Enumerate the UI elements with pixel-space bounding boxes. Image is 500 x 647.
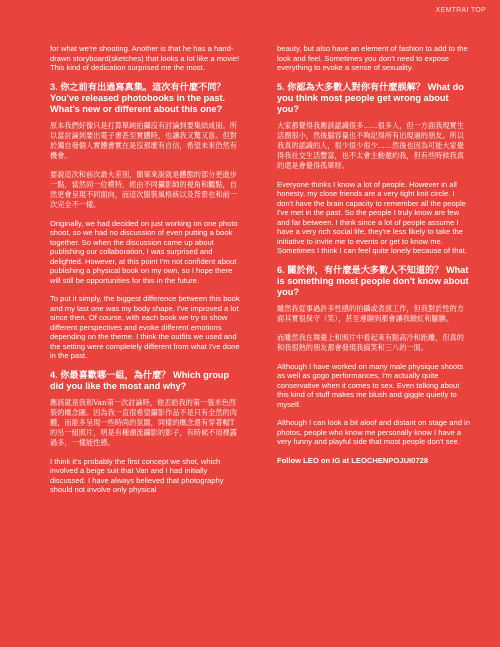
paragraph: beauty, but also have an element of fashion to add to the look and feel. Sometimes you don't need to expose everything to evoke a sense of sexuality. bbox=[277, 44, 468, 72]
paragraph-chinese: 應該就是我和Van第一次討論時，他丟給我的第一張米色西裝的概念圖。因為我一直很希望攝影作品不是只有全然的肉體，而能多呈現一些時尚的氛圍，同樣的概念還有穿著帽T的另一組照片，明是有種潮流攝影的影子，有時候不用裸露過多，一樣能性感。 bbox=[50, 397, 237, 447]
paragraph: Originally, we had decided on just working on one photo shoot, so we had no discussion of even putting a book together. So when the discussion came up about publishing our collaboration, I was surprised and delighted. However, at this point I'm not confident about publishing a physical book on my own, so I hope there will still be opportunities for this in the future. bbox=[50, 218, 238, 285]
paragraph: Although I can look a bit aloof and distant on stage and in photos, people who know me personally know I have a very funny and playful side that most people don't see. bbox=[277, 418, 470, 446]
paragraph-chinese: 大家都覺得我應該認識很多……很多人，但一方面我現實生活圈很小，然後腦容量也不夠記得所有出現過的朋友。所以我真的認識的人，很少很少很少……然後也因為可能大家覺得我社交生活豐富，也不太會主動邀約我，但有些時候我真的還是會覺得孤單呀。 bbox=[277, 120, 464, 170]
question-5-heading: 5. 你認為大多數人對你有什麼誤解？ What do you think most people get wrong about you? bbox=[277, 81, 464, 114]
paragraph: Although I have worked on many male physique shoots as well as gogo performances, I'm actually quite conservative when it comes to sex. Even talking about this kind of stuff makes me blush and giggle quietly to myself. bbox=[277, 361, 464, 409]
question-4-heading: 4. 你最喜歡哪一組，為什麼？ Which group did you like the most and why? bbox=[50, 369, 230, 391]
follow-instagram: Follow LEO on IG at LEOCHENPOJUI0728 bbox=[277, 455, 429, 465]
paragraph-chinese: 雖然我從事過許多性感的拍攝或表演工作，但我對於性的方面其實很保守（笑），甚至連聊到都會讓我臉紅和腼腆。 bbox=[277, 303, 464, 323]
paragraph-chinese: 要說這次和前次最大差別，簡單來說就是體態的部分更進步一點，當然同一位模特，經由不同攝影師的視角和觀點，自然更會呈現不同面向，而這次服裝風格統以及背景也和前一次完全不一樣。 bbox=[50, 169, 237, 209]
question-6-heading: 6. 關於你，有什麼是大多數人不知道的？ What is something most people don't know about you? bbox=[277, 264, 469, 297]
paragraph-chinese: 原本我們好像只是打算單純拍攝沒有討論到要集結成冊。所以當討論到要出電子書甚至實體時，也讓我又驚又喜。但對於獨自發個人實體書實在是沒那麼有自信，希望未來仍然有機會。 bbox=[50, 120, 237, 160]
paragraph-chinese: 而雖然我在舞臺上和照片中看起來有點高冷和距離，但真的和我很熟的朋友都會發現我搞笑和三八的一面。 bbox=[277, 332, 464, 352]
paragraph: To put it simply, the biggest difference between this book and my last one was my body shape. I've improved a lot since then. Of course, with each book we try to show different perspectives and evoke different emotions depending on the theme. I think the outfits we used and the setting were completely different from what I've done in the past. bbox=[50, 294, 240, 360]
paragraph: Everyone thinks I know a lot of people. However in all honesty, my close friends are a very tight knit circle. I don't have the brain capacity to remember all the people I've met in the past. So the people I truly know are few and far between. I think since a lot of people assume I have a very rich social life, they're less likely to take the initiative to invite me to events or get to know me. Sometimes I think I can feel quite lonely because of that. bbox=[277, 179, 467, 255]
question-3-heading: 3. 你之前有出過寫真集。這次有什麼不同？ You've released photobooks in the past. What's new or different about this one? bbox=[50, 81, 226, 114]
paragraph: for what we're shooting. Another is that he has a hand-drawn storyboard(sketches) that looks a lot like a movie! This kind of dedication surprised me the most. bbox=[50, 44, 240, 72]
masthead: XEMTRAI TOP bbox=[435, 7, 486, 14]
paragraph: I think it's probably the first concept we shot, which involved a beige suit that Van and I had initially discussed. I have always believed that photography should not involve only physical bbox=[50, 456, 224, 494]
right-column bbox=[277, 44, 471, 474]
left-column bbox=[50, 44, 240, 504]
